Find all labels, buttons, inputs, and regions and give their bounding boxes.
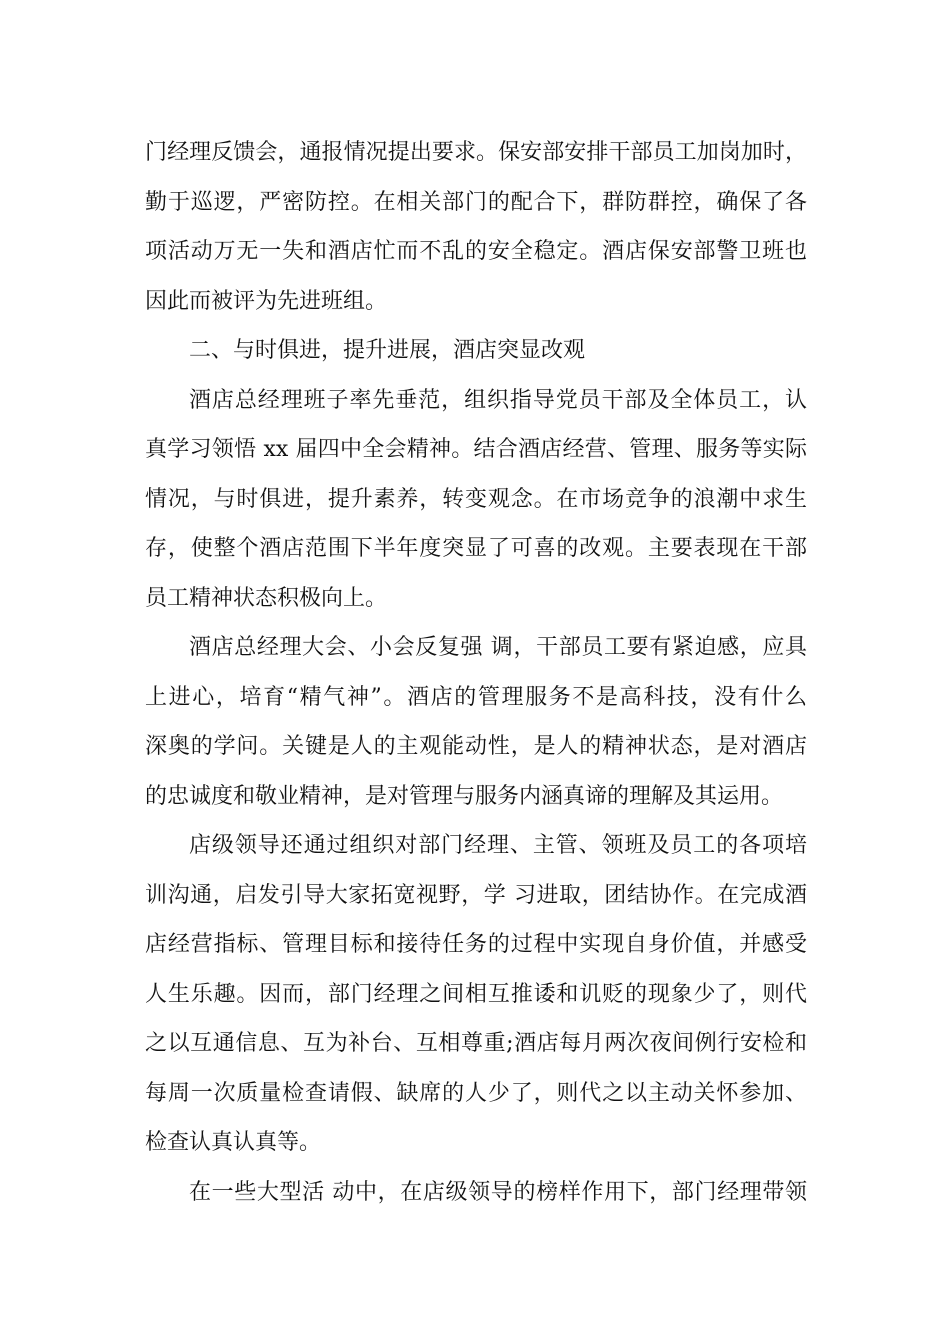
text-line: 酒店总经理班子率先垂范，组织指导党员干部及全体员工，认 bbox=[189, 387, 807, 413]
text-line: 情况，与时俱进，提升素养，转变观念。在市场竞争的浪潮中求生 bbox=[145, 486, 807, 512]
paragraph-activities bbox=[145, 1168, 807, 1218]
text-line: 因此而被评为先进班组。 bbox=[145, 288, 388, 314]
document-body bbox=[145, 128, 807, 1217]
text-line: 项活动万无一失和酒店忙而不乱的安全稳定。酒店保安部警卫班也 bbox=[145, 239, 807, 264]
text-line: 之以互通信息、互为补台、互相尊重;酒店每月两次夜间例行安检和 bbox=[145, 1031, 807, 1056]
paragraph-security-summary bbox=[145, 128, 807, 326]
text-line: 每周一次质量检查请假、缺席的人少了，则代之以主动关怀参加、 bbox=[145, 1080, 807, 1106]
text-line: 员工精神状态积极向上。 bbox=[145, 585, 388, 611]
paragraph-meetings bbox=[145, 623, 807, 821]
text-line: 勤于巡逻，严密防控。在相关部门的配合下，群防群控，确保了各 bbox=[145, 189, 807, 215]
text-line: 店经营指标、管理目标和接待任务的过程中实现自身价值，并感受 bbox=[145, 932, 807, 957]
text-line: 门经理反馈会，通报情况提出要求。保安部安排干部员工加岗加时， bbox=[145, 140, 807, 165]
text-line: 上进心，培育“精气神”。酒店的管理服务不是高科技，没有什么 bbox=[145, 684, 807, 710]
text-line: 深奥的学问。关键是人的主观能动性，是人的精神状态，是对酒店 bbox=[145, 734, 807, 759]
section-heading bbox=[145, 326, 807, 376]
text-line: 店级领导还通过组织对部门经理、主管、领班及员工的各项培 bbox=[189, 833, 807, 858]
text-line: 酒店总经理大会、小会反复强 调，干部员工要有紧迫感，应具 bbox=[189, 635, 807, 660]
text-line: 真学习领悟 xx 届四中全会精神。结合酒店经营、管理、服务等实际 bbox=[145, 437, 807, 462]
text-line: 人生乐趣。因而，部门经理之间相互推诿和讥贬的现象少了，则代 bbox=[145, 981, 807, 1007]
text-line: 检查认真认真等。 bbox=[145, 1130, 322, 1155]
text-line: 在一些大型活 动中，在店级领导的榜样作用下，部门经理带领 bbox=[189, 1179, 807, 1205]
paragraph-training bbox=[145, 821, 807, 1168]
text-line: 的忠诚度和敬业精神，是对管理与服务内涵真谛的理解及其运用。 bbox=[145, 783, 784, 809]
text-line: 训沟通，启发引导大家拓宽视野，学 习进取，团结协作。在完成酒 bbox=[145, 882, 807, 908]
paragraph-leadership bbox=[145, 376, 807, 624]
section-heading-text: 二、与时俱进，提升进展，酒店突显改观 bbox=[189, 338, 586, 363]
text-line: 存，使整个酒店范围下半年度突显了可喜的改观。主要表现在干部 bbox=[145, 536, 807, 561]
